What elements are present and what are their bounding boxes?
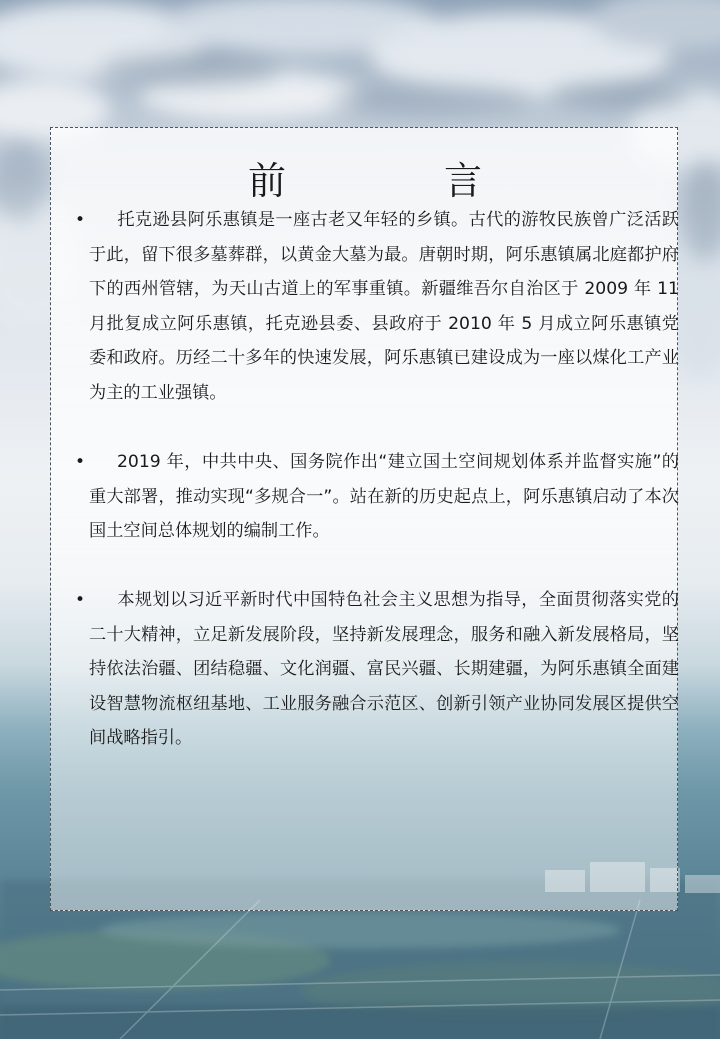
bullet-point-icon: • — [75, 452, 86, 472]
preface-paragraph-3 — [75, 583, 679, 756]
paragraph-text: 2019 年，中共中央、国务院作出“建立国土空间规划体系并监督实施”的重大部署，推动实现“多规合一”。站在新的历史起点上，阿乐惠镇启动了本次国土空间总体规划的编制工作。 — [89, 452, 679, 541]
preface-panel — [50, 127, 678, 911]
page-title: 前 言 — [247, 159, 542, 203]
paragraph-text: 托克逊县阿乐惠镇是一座古老又年轻的乡镇。古代的游牧民族曾广泛活跃于此，留下很多墓葬群，以黄金大墓为最。唐朝时期，阿乐惠镇属北庭都护府下的西州管辖，为天山古道上的军事重镇。新疆维吾尔自治区于 2009 年 11 月批复成立阿乐惠镇，托克逊县委、县政府于 2010 年 5 月成立阿乐惠镇党委和政府。历经二十多年的快速发展，阿乐惠镇已建设成为一座以煤化工产业为主的工业强镇。 — [89, 210, 679, 403]
bullet-point-icon: • — [75, 210, 86, 230]
preface-paragraph-1 — [75, 203, 679, 410]
preface-paragraph-2 — [75, 445, 679, 549]
paragraph-text: 本规划以习近平新时代中国特色社会主义思想为指导，全面贯彻落实党的二十大精神，立足新发展阶段，坚持新发展理念，服务和融入新发展格局，坚持依法治疆、团结稳疆、文化润疆、富民兴疆、长期建疆，为阿乐惠镇全面建设智慧物流枢纽基地、工业服务融合示范区、创新引领产业协同发展区提供空间战略指引。 — [89, 590, 679, 748]
bullet-point-icon: • — [75, 590, 86, 610]
